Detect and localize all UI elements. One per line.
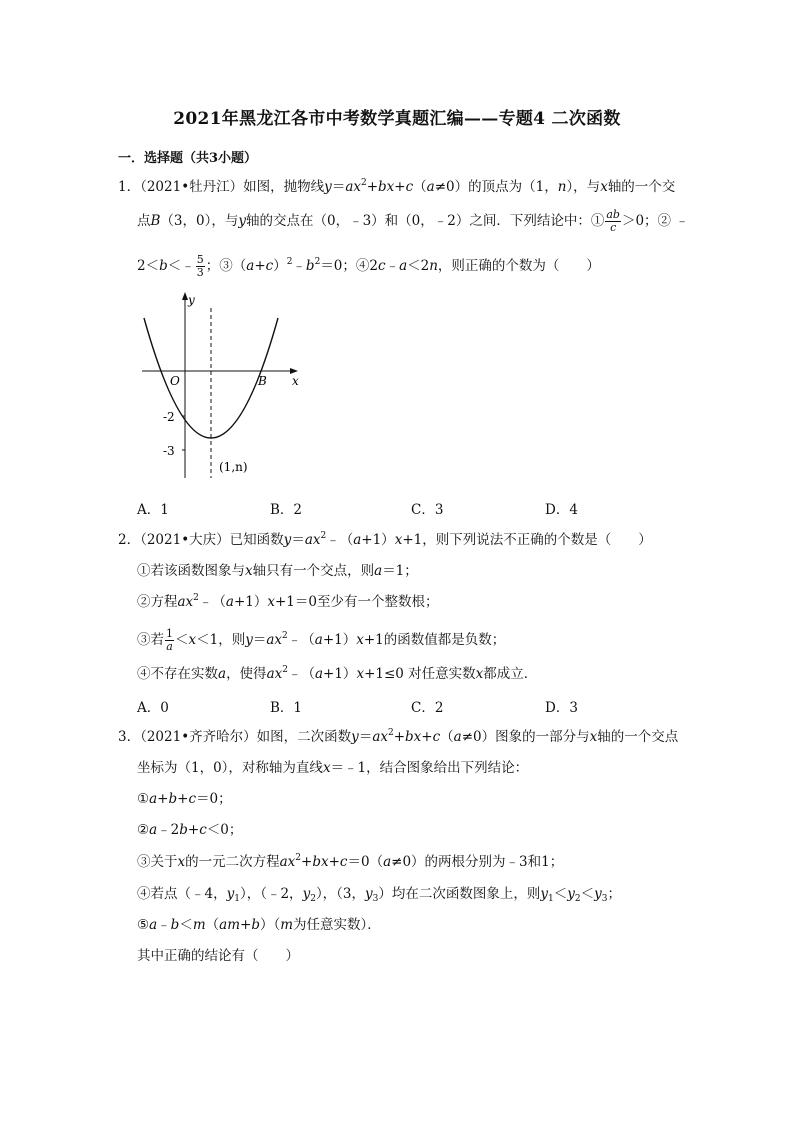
- q2-statement-2: ②方程$ax^2﹣(a+1)x+1=0$至少有一个整数根；: [137, 593, 439, 610]
- q1-choice-a[interactable]: A．1: [137, 502, 169, 518]
- q2-choice-c[interactable]: C．2: [411, 700, 444, 716]
- tick-label-minus-2: -2: [163, 410, 175, 424]
- x-axis-label: x: [292, 374, 299, 388]
- q3-statement-5: ⑤a﹣b＜m（am+b）（m为任意实数）．: [137, 917, 381, 933]
- q1-choice-c[interactable]: C．3: [411, 502, 444, 518]
- section-heading: 一．选择题（共3小题）: [118, 151, 258, 166]
- q2-line-1: 2．（2021•大庆）已知函数$y=ax^2﹣(a+1)x+1$，则下列说法不正确的个数是（ ）: [118, 531, 652, 548]
- q2-choice-a[interactable]: A．0: [137, 700, 169, 716]
- q2-statement-4: ④不存在实数a，使得$ax^2﹣(a+1)x+1\le 0$ 对任意实数x都成立．: [137, 665, 538, 682]
- q1-choice-b[interactable]: B．2: [270, 502, 303, 518]
- q1-line-3: 2＜b＜﹣ $\frac{5}{3}$ ；$③(a+c)^2﹣b^2=0$；④2c﹣a＜2n，则正确的个数为（ ）: [137, 253, 600, 279]
- q1-line-2: 点B（3，0），与y轴的交点在（0，﹣3）和（0，﹣2）之间．下列结论中：① $\frac{ab}{c}$ ＞0；② ﹣: [137, 208, 689, 234]
- point-b-label: B: [258, 374, 267, 388]
- q1-parabola-graph: [130, 288, 320, 488]
- q2-choice-b[interactable]: B．1: [270, 700, 303, 716]
- y-axis-label: y: [188, 293, 195, 307]
- q3-statement-3: ③关于x的一元二次方程$ax^2+bx+c=0(a\ne 0)$的两根分别为﹣3和1；: [137, 853, 564, 870]
- fraction-ab-over-c: $\frac{ab}{c}$: [606, 208, 620, 234]
- page-title: 2021年黑龙江各市中考数学真题汇编——专题4 二次函数: [173, 109, 621, 129]
- fraction-1-over-a: $\frac{1}{a}$: [166, 627, 173, 653]
- q3-statement-2: ②a﹣2b+c＜0；: [137, 822, 243, 838]
- q1-line-1: 1．（2021•牡丹江）如图，抛物线$y=ax^2+bx+c(a\ne 0)$的顶点为（1，n），与x轴的一个交: [118, 178, 676, 195]
- q2-statement-3: ③若 $\frac{1}{a}$ ＜x＜1，则$y=ax^2﹣(a+1)x+1$的函数值都是负数；: [137, 627, 506, 653]
- vertex-label: (1,n): [219, 460, 248, 474]
- q2-statement-1: ①若该函数图象与x轴只有一个交点，则a＝1；: [137, 563, 418, 579]
- q2-choice-d[interactable]: D．3: [545, 700, 578, 716]
- q1-choice-d[interactable]: D．4: [545, 502, 578, 518]
- q3-statement-4: ④若点（﹣4，$y_1$），（﹣2，$y_2$），（3，$y_3$）均在二次函数图象上，则$y_1<y_2<y_3$；: [137, 886, 622, 904]
- q3-line-2: 坐标为（1，0），对称轴为直线x＝﹣1，结合图象给出下列结论：: [137, 760, 529, 776]
- q3-statement-1: ①a+b+c＝0；: [137, 791, 232, 807]
- tick-label-minus-3: -3: [163, 444, 175, 458]
- origin-label: O: [170, 374, 180, 388]
- fraction-5-over-3: $\frac{5}{3}$: [196, 253, 204, 279]
- q3-question-prompt: 其中正确的结论有（ ）: [137, 948, 299, 964]
- q3-line-1: 3．（2021•齐齐哈尔）如图，二次函数$y=ax^2+bx+c(a\ne 0)$图象的一部分与x轴的一个交点: [118, 728, 679, 745]
